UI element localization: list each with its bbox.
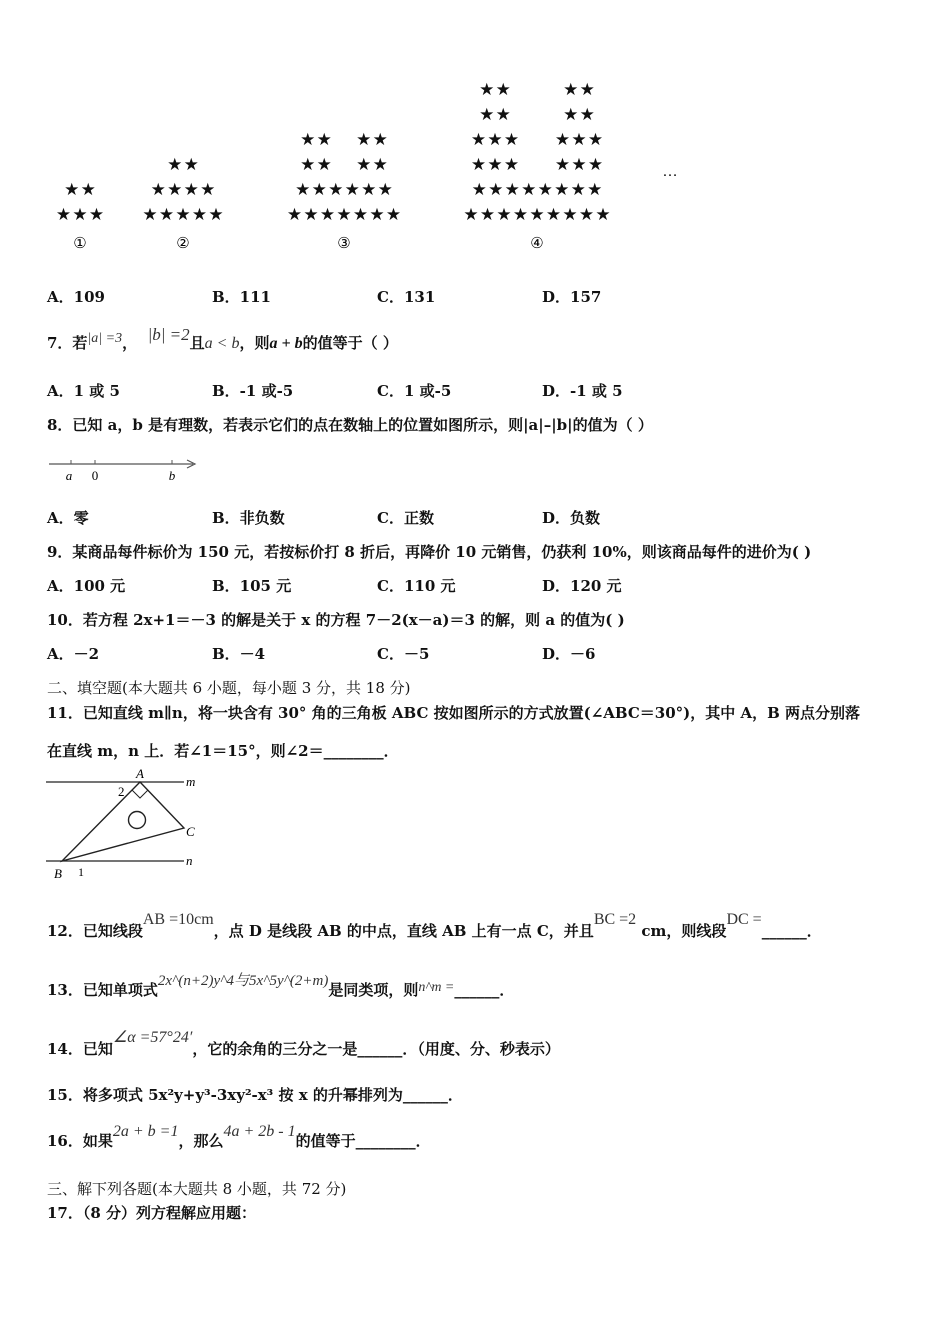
q7-prefix: 7．若 <box>47 334 88 352</box>
star-icon: ★ <box>72 205 88 224</box>
star-icon: ★ <box>545 205 562 224</box>
star-icon: ★ <box>295 180 311 199</box>
q12-formula-ab: AB =10cm <box>142 911 214 928</box>
q14-suffix: ，它的余角的三分之一是______．（用度、分、秒表示） <box>192 1040 560 1058</box>
label-a: a <box>65 468 73 483</box>
star-icon: ★ <box>300 155 316 174</box>
q16-formula-expr: 4a + 2b - 1 <box>223 1123 296 1140</box>
q12-mid: ，点 D 是线段 AB 的中点，直线 AB 上有一点 C，并且 <box>213 922 594 940</box>
pattern-label-3: ③ <box>337 236 351 252</box>
star-icon: ★ <box>356 155 372 174</box>
star-icon: ★ <box>183 155 199 174</box>
star-icon: ★ <box>563 80 579 99</box>
q7-mid: ，则 <box>239 334 270 352</box>
label-zero: 0 <box>91 468 99 483</box>
q9-option-b[interactable]: B．105 元 <box>212 577 292 595</box>
star-icon: ★ <box>311 180 327 199</box>
q13-suffix: ______． <box>454 981 515 999</box>
pattern-label-4: ④ <box>530 236 544 252</box>
star-icon: ★ <box>88 205 105 224</box>
label-a: A <box>136 766 144 781</box>
star-icon: ★ <box>495 105 511 124</box>
star-icon: ★ <box>183 180 199 199</box>
q7-suffix: 的值等于（ ） <box>302 334 398 352</box>
star-icon: ★ <box>158 205 175 224</box>
star-icon: ★ <box>372 130 388 149</box>
section-2-heading: 二、填空题(本大题共 6 小题，每小题 3 分，共 18 分) <box>47 679 411 697</box>
q16-mid: ，那么 <box>178 1132 224 1150</box>
star-icon: ★ <box>372 155 388 174</box>
q6-option-d[interactable]: D．157 <box>542 288 602 306</box>
q7-cond3: a < b <box>204 335 240 352</box>
pattern-label-2: ② <box>176 236 190 252</box>
q13-formula-monomials: 2x^(n+2)y^4与5x^5y^(2+m) <box>157 973 329 989</box>
star-icon: ★ <box>512 205 529 224</box>
star-icon: ★ <box>504 180 520 199</box>
q16-prefix: 16．如果 <box>47 1132 113 1150</box>
star-icon: ★ <box>529 205 545 224</box>
star-icon: ★ <box>361 180 377 199</box>
q12-suffix: ______． <box>761 922 822 940</box>
pattern-label-1: ① <box>73 236 87 252</box>
star-icon: ★ <box>191 205 208 224</box>
star-icon: ★ <box>64 180 80 199</box>
star-icon: ★ <box>563 105 579 124</box>
q6-option-a[interactable]: A．109 <box>47 288 105 306</box>
q10-option-a[interactable]: A．－2 <box>47 645 100 663</box>
star-rows <box>56 80 611 224</box>
label-n: n <box>186 853 193 868</box>
star-icon: ★ <box>503 130 520 149</box>
star-icon: ★ <box>571 155 587 174</box>
star-icon: ★ <box>554 155 571 174</box>
q14-formula-angle: ∠α =57°24′ <box>112 1029 193 1046</box>
star-icon: ★ <box>463 205 479 224</box>
q16-formula-condition: 2a + b =1 <box>112 1123 179 1140</box>
q10-option-c[interactable]: C．－5 <box>377 645 430 663</box>
star-icon: ★ <box>80 180 96 199</box>
star-icon: ★ <box>487 155 503 174</box>
star-icon: ★ <box>167 155 183 174</box>
star-icon: ★ <box>319 205 336 224</box>
q8-option-c[interactable]: C．正数 <box>377 509 434 527</box>
star-icon: ★ <box>479 205 496 224</box>
star-icon: ★ <box>328 180 344 199</box>
star-icon: ★ <box>377 180 393 199</box>
q6-option-c[interactable]: C．131 <box>377 288 436 306</box>
star-icon: ★ <box>150 180 166 199</box>
q8-option-a[interactable]: A．零 <box>47 509 89 527</box>
q7-cond2: |b| =2 <box>147 325 190 344</box>
star-icon: ★ <box>470 130 487 149</box>
star-icon: ★ <box>570 180 586 199</box>
star-icon: ★ <box>595 205 611 224</box>
triangle-hole <box>129 812 146 829</box>
star-icon: ★ <box>336 205 352 224</box>
star-icon: ★ <box>200 180 216 199</box>
q6-option-b[interactable]: B．111 <box>212 288 271 306</box>
star-icon: ★ <box>554 180 570 199</box>
star-icon: ★ <box>385 205 402 224</box>
star-icon: ★ <box>578 205 595 224</box>
q12-formula-dc: DC = <box>726 911 762 928</box>
star-icon: ★ <box>503 155 520 174</box>
star-icon: ★ <box>571 130 587 149</box>
star-icon: ★ <box>142 205 158 224</box>
q12-stem <box>47 911 822 941</box>
q12-formula-bc: BC =2 <box>593 911 637 928</box>
q10-option-b[interactable]: B．－4 <box>212 645 266 663</box>
q16-stem <box>47 1123 431 1151</box>
q9-option-d[interactable]: D．120 元 <box>542 577 622 595</box>
star-icon: ★ <box>344 180 360 199</box>
q13-stem <box>47 973 515 1000</box>
star-icon: ★ <box>369 205 385 224</box>
q11-stem-line1: 11．已知直线 m∥n，将一块含有 30° 角的三角板 ABC 按如图所示的方式放置(∠ABC＝30°)，其中 A，B 两点分别落 <box>47 704 861 722</box>
q10-stem: 10．若方程 2x+1＝－3 的解是关于 x 的方程 7－2(x－a)＝3 的解，则 a 的值为( ) <box>47 611 625 629</box>
star-icon: ★ <box>352 205 369 224</box>
q8-stem: 8．已知 a，b 是有理数，若表示它们的点在数轴上的位置如图所示，则|a|–|b|的值为（ ） <box>47 416 653 434</box>
q7-expr: a + b <box>269 335 303 352</box>
star-icon: ★ <box>579 80 595 99</box>
star-icon: ★ <box>303 205 319 224</box>
star-icon: ★ <box>479 80 495 99</box>
star-icon: ★ <box>167 180 183 199</box>
star-icon: ★ <box>300 130 316 149</box>
star-icon: ★ <box>587 155 604 174</box>
q9-stem: 9．某商品每件标价为 150 元，若按标价打 8 折后，再降价 10 元销售，仍获利 10%，则该商品每件的进价为( ) <box>47 543 812 561</box>
section-3-heading: 三、解下列各题(本大题共 8 小题，共 72 分) <box>47 1180 347 1198</box>
q12-mid2: cm，则线段 <box>641 922 727 940</box>
star-icon: ★ <box>286 205 303 224</box>
q13-prefix: 13．已知单项式 <box>47 981 158 999</box>
star-icon: ★ <box>488 180 504 199</box>
q8-number-line <box>47 452 207 486</box>
q9-option-a[interactable]: A．100 元 <box>47 577 126 595</box>
star-icon: ★ <box>579 105 595 124</box>
q14-stem <box>47 1029 560 1059</box>
q7-option-d[interactable]: D．-1 或 5 <box>542 382 623 400</box>
label-m: m <box>186 774 196 789</box>
q7-option-a[interactable]: A．1 或 5 <box>47 382 120 400</box>
star-icon: ★ <box>521 180 537 199</box>
label-angle-2: 2 <box>118 784 125 799</box>
q7-option-b[interactable]: B．-1 或-5 <box>212 382 294 400</box>
q15-stem: 15．将多项式 5x²y+y³-3xy²-x³ 按 x 的升幂排列为______． <box>47 1086 463 1104</box>
star-icon: ★ <box>587 180 603 199</box>
label-angle-1: 1 <box>78 865 84 879</box>
q7-cond1: |a| =3 <box>87 331 123 346</box>
star-icon: ★ <box>537 180 553 199</box>
pattern-ellipsis: … <box>662 164 678 180</box>
right-angle-mark <box>132 790 148 798</box>
q7-and: 且 <box>189 334 205 352</box>
star-icon: ★ <box>562 205 578 224</box>
q13-formula-nm: n^m = <box>418 980 455 995</box>
q12-prefix: 12．已知线段 <box>47 922 143 940</box>
q17-stem: 17．（8 分）列方程解应用题： <box>47 1204 257 1222</box>
star-icon: ★ <box>496 205 512 224</box>
q10-option-d[interactable]: D．－6 <box>542 645 596 663</box>
label-b: b <box>168 468 176 483</box>
q16-suffix: 的值等于________． <box>295 1132 431 1150</box>
q7-stem <box>47 325 398 353</box>
star-icon: ★ <box>471 180 487 199</box>
q9-option-c[interactable]: C．110 元 <box>377 577 456 595</box>
q7-option-c[interactable]: C．1 或-5 <box>377 382 452 400</box>
q8-option-d[interactable]: D．负数 <box>542 509 601 527</box>
star-icon: ★ <box>470 155 487 174</box>
q13-mid: 是同类项，则 <box>328 981 419 999</box>
star-icon: ★ <box>487 130 503 149</box>
star-icon: ★ <box>479 105 495 124</box>
star-icon: ★ <box>356 130 372 149</box>
q11-stem-line2: 在直线 m，n 上．若∠1＝15°，则∠2＝________． <box>47 742 399 760</box>
star-icon: ★ <box>175 205 191 224</box>
star-icon: ★ <box>316 155 332 174</box>
star-icon: ★ <box>55 205 72 224</box>
q7-sep: ， <box>122 334 138 352</box>
star-pattern-figure <box>40 80 740 260</box>
star-icon: ★ <box>208 205 224 224</box>
q14-prefix: 14．已知 <box>47 1040 113 1058</box>
label-b: B <box>54 866 62 881</box>
star-icon: ★ <box>316 130 332 149</box>
q11-triangle-figure <box>44 766 209 882</box>
star-icon: ★ <box>587 130 604 149</box>
q8-option-b[interactable]: B．非负数 <box>212 509 285 527</box>
star-icon: ★ <box>495 80 511 99</box>
label-c: C <box>186 824 195 839</box>
star-icon: ★ <box>554 130 571 149</box>
